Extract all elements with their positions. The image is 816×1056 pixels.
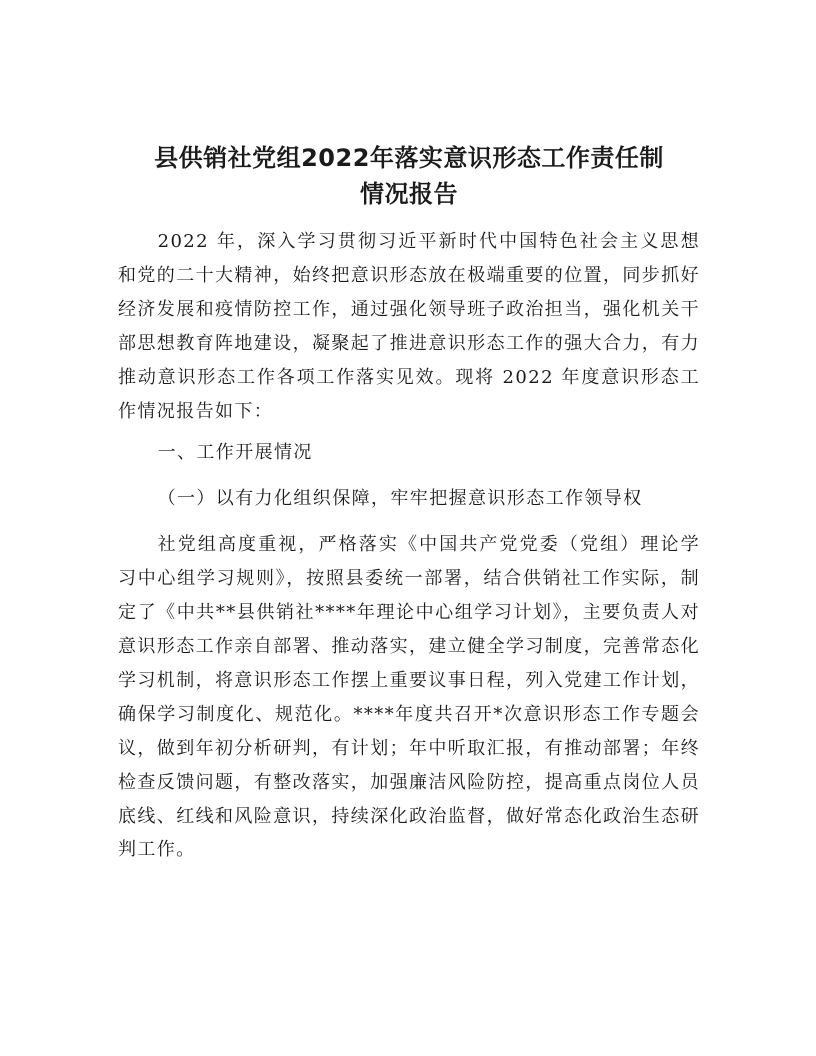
title-line-2: 情况报告 (360, 180, 458, 208)
section-heading-1: 一、工作开展情况 (157, 442, 313, 464)
subsection-heading-1: （一）以有力化组织保障，牢牢把握意识形态工作领导权 (157, 488, 643, 510)
intro-paragraph: 2022 年，深入学习贯彻习近平新时代中国特色社会主义思想和党的二十大精神，始终把意识形态放在极端重要的位置，同步抓好经济发展和疫情防控工作，通过强化领导班子政治担当，强化机关干部思想教育阵地建设，凝聚起了推进意识形态工作的强大合力，有力推动意识形态工作各项工作落实见效。现将 2022 年度意识形态工作情况报告如下： (118, 231, 700, 422)
title-line-1: 县供销社党组2022年落实意识形态工作责任制 (154, 144, 664, 172)
body-paragraph-1: 社党组高度重视，严格落实《中国共产党党委（党组）理论学习中心组学习规则》，按照县委统一部署，结合供销社工作实际，制定了《中共**县供销社****年理论中心组学习计划》，主要负责人对意识形态工作亲自部署、推动落实，建立健全学习制度，完善常态化学习机制，将意识形态工作摆上重要议事日程，列入党建工作计划，确保学习制度化、规范化。****年度共召开*次意识形态工作专题会议，做到年初分析研判，有计划；年中听取汇报，有推动部署；年终检查反馈问题，有整改落实，加强廉洁风险防控，提高重点岗位人员底线、红线和风险意识，持续深化政治监督，做好常态化政治生态研判工作。 (118, 534, 700, 861)
document-title (118, 140, 700, 212)
